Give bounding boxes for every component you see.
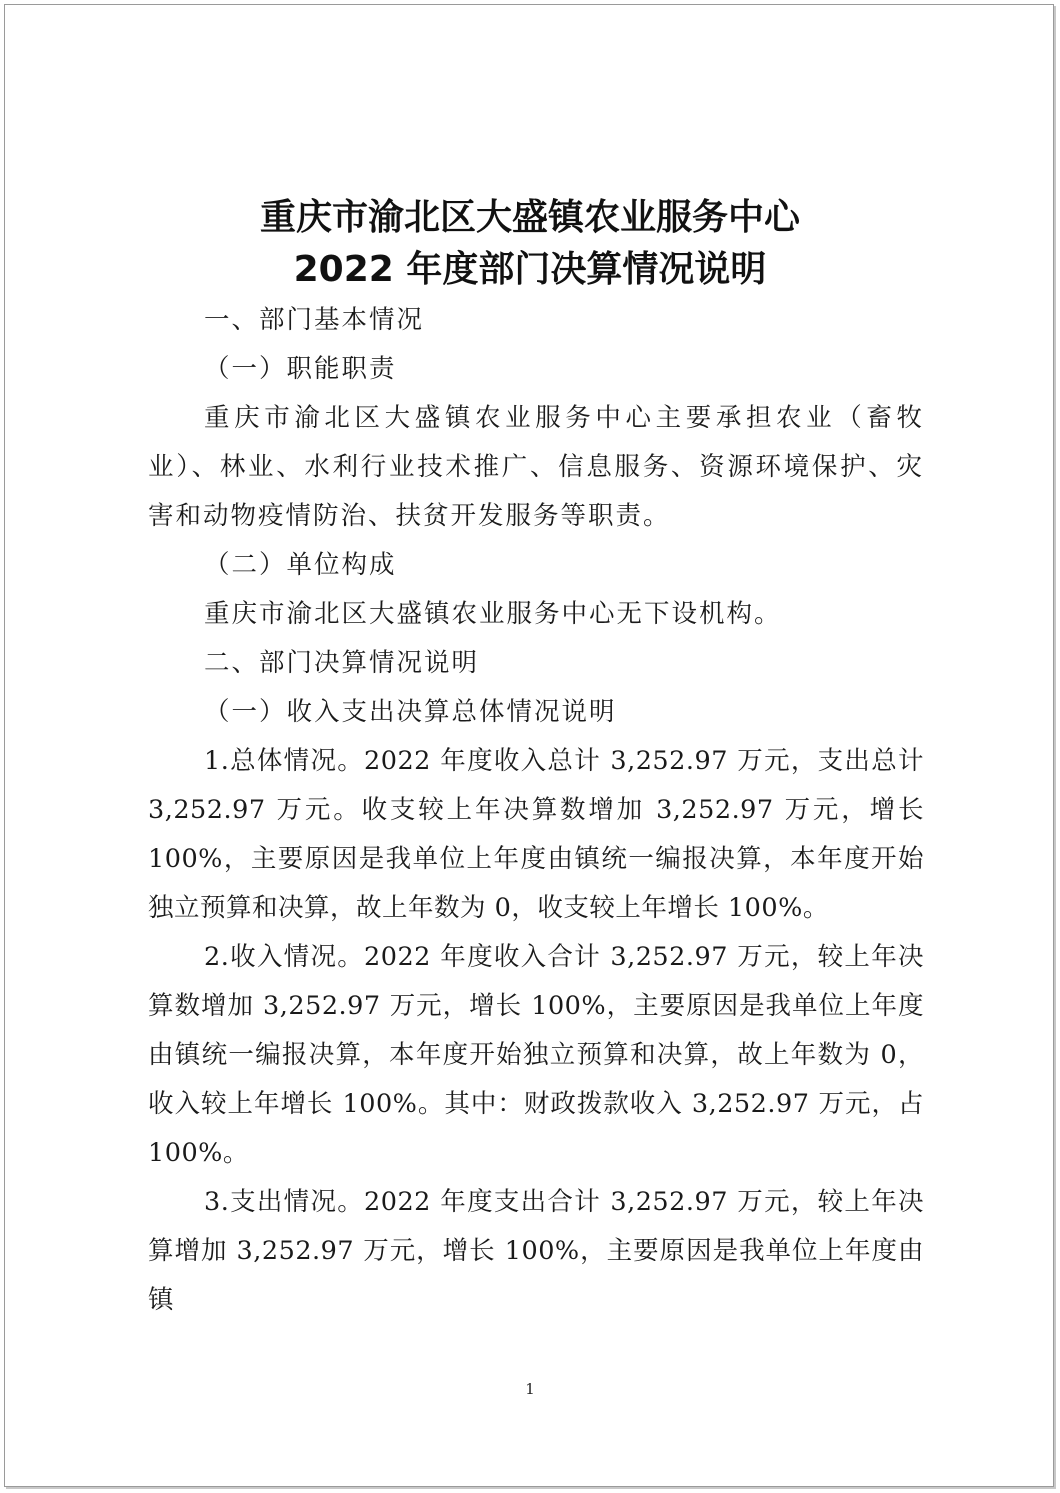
subsection-heading-duties: （一）职能职责 (204, 354, 397, 384)
title-line-2: 2022 年度部门决算情况说明 (293, 249, 767, 290)
paragraph-duties: 重庆市渝北区大盛镇农业服务中心主要承担农业（畜牧业）、林业、水利行业技术推广、信息服务、资源环境保护、灾害和动物疫情防治、扶贫开发服务等职责。 (148, 403, 924, 531)
paragraph-composition: 重庆市渝北区大盛镇农业服务中心无下设机构。 (204, 599, 782, 629)
paragraph-income: 2.收入情况。2022 年度收入合计 3,252.97 万元，较上年决算数增加 3,252.97 万元，增长 100%，主要原因是我单位上年度由镇统一编报决算，本年度开始独立预算和决算，故上年数为 0，收入较上年增长 100%。其中：财政拨款收入 3,252.97 万元，占 100%。 (148, 942, 924, 1168)
document-body (148, 296, 924, 1325)
page-number: 1 (525, 1380, 535, 1398)
title-line-1: 重庆市渝北区大盛镇农业服务中心 (259, 197, 800, 238)
paragraph-expenditure: 3.支出情况。2022 年度支出合计 3,252.97 万元，较上年决算增加 3,252.97 万元，增长 100%，主要原因是我单位上年度由镇 (148, 1187, 924, 1315)
section-heading-1: 一、部门基本情况 (204, 305, 425, 335)
subsection-heading-income-expenditure: （一）收入支出决算总体情况说明 (204, 697, 617, 727)
section-heading-2: 二、部门决算情况说明 (204, 648, 480, 678)
subsection-heading-composition: （二）单位构成 (204, 550, 397, 580)
document-title (0, 192, 1060, 296)
paragraph-overall: 1.总体情况。2022 年度收入总计 3,252.97 万元，支出总计 3,252.97 万元。收支较上年决算数增加 3,252.97 万元，增长 100%，主要原因是我单位上年度由镇统一编报决算，本年度开始独立预算和决算，故上年数为 0，收支较上年增长 100%。 (148, 746, 924, 923)
